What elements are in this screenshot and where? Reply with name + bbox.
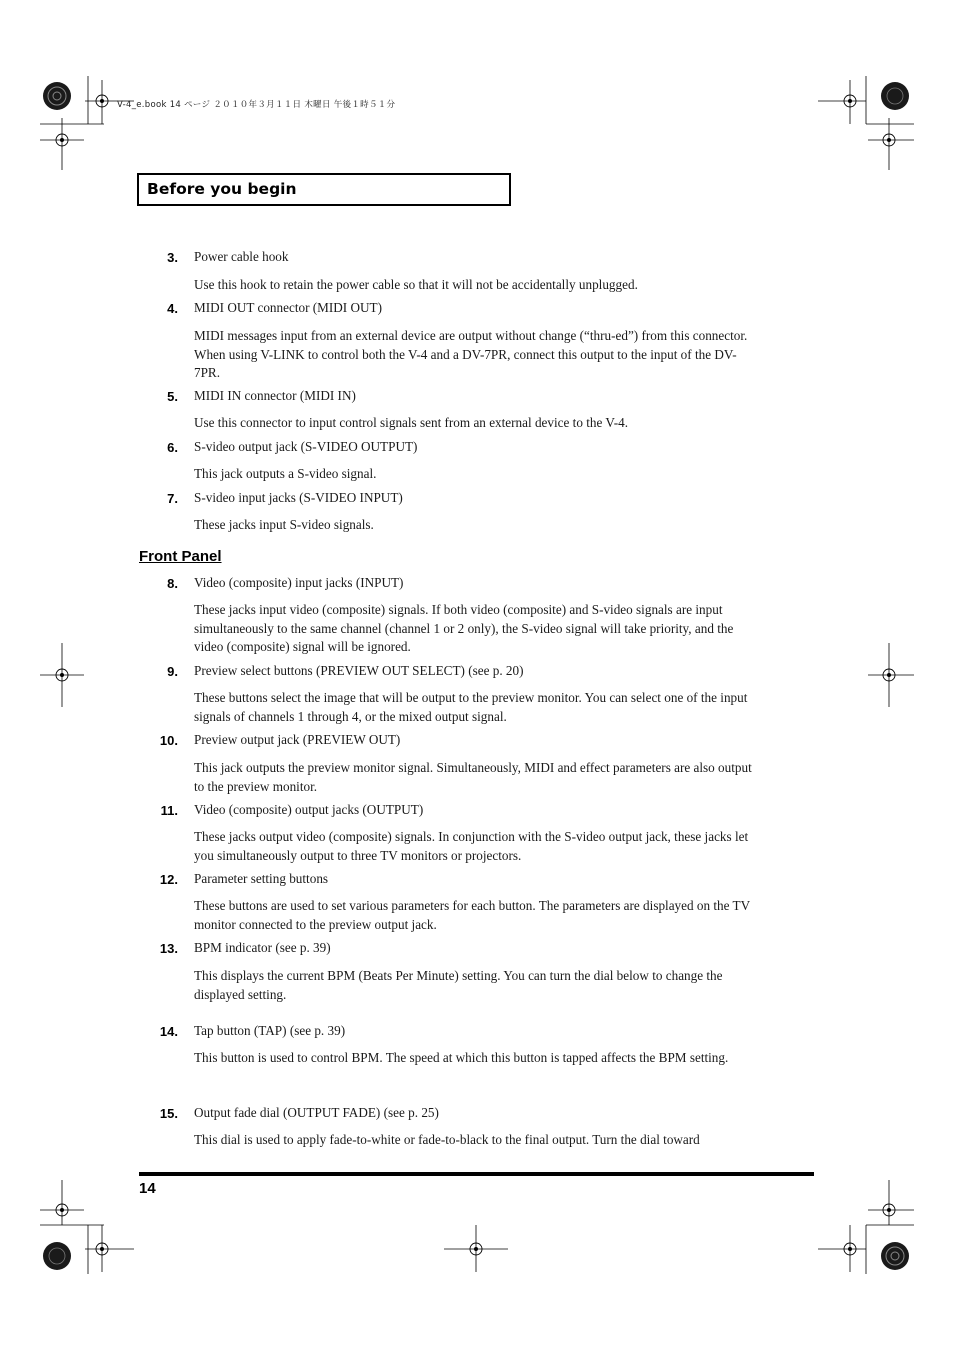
section-title: Before you begin (147, 180, 297, 198)
item-number: 7. (167, 491, 178, 506)
item-title: BPM indicator (see p. 39) (194, 940, 331, 955)
item-description: MIDI messages input from an external device are output without change (“thru-ed”) from this connector. When using V-LINK to control both the V-4 and a DV-7PR, connect this output to the input of the DV-7PR. (194, 328, 748, 380)
item-description: These jacks input S-video signals. (194, 517, 374, 532)
item-number: 12. (159, 872, 178, 887)
item-description: These jacks output video (composite) signals. In conjunction with the S-video output jack, these jacks let you simultaneously output to three TV monitors or projectors. (194, 829, 749, 863)
item-description: This jack outputs a S-video signal. (194, 466, 377, 481)
item-number: 11. (160, 803, 178, 818)
item-description: Use this connector to input control signals sent from an external device to the V-4. (194, 415, 628, 430)
item-number: 6. (167, 440, 178, 455)
item-number: 3. (167, 250, 178, 265)
item-number: 9. (167, 664, 178, 679)
item-description: Use this hook to retain the power cable so that it will not be accidentally unplugged. (194, 277, 638, 292)
item-number: 5. (167, 389, 178, 404)
item-number: 8. (167, 576, 178, 591)
item-title: Output fade dial (OUTPUT FADE) (see p. 25) (194, 1105, 439, 1120)
item-title: Preview output jack (PREVIEW OUT) (194, 732, 401, 747)
item-number: 14. (159, 1024, 178, 1039)
item-title: Power cable hook (194, 249, 289, 264)
item-title: Tap button (TAP) (see p. 39) (194, 1023, 346, 1038)
page-number: 14 (139, 1180, 156, 1197)
item-number: 4. (167, 301, 178, 316)
section-title-box (137, 173, 511, 206)
item-description: These buttons are used to set various parameters for each button. The parameters are displayed on the TV monitor connected to the preview output jack. (194, 898, 750, 932)
item-description: This jack outputs the preview monitor signal. Simultaneously, MIDI and effect parameters are also output to the preview monitor. (194, 760, 752, 794)
item-title: S-video input jacks (S-VIDEO INPUT) (194, 490, 403, 505)
item-description: These jacks input video (composite) signals. If both video (composite) and S-video signals are input simultaneously to the same channel (channel 1 or 2 only), the S-video signal will take priority, and the video (composite) signal will be ignored. (194, 602, 734, 654)
item-title: S-video output jack (S-VIDEO OUTPUT) (194, 439, 418, 454)
front-panel-heading: Front Panel (139, 548, 222, 565)
item-title: Video (composite) input jacks (INPUT) (194, 575, 404, 590)
item-title: MIDI OUT connector (MIDI OUT) (194, 300, 382, 315)
item-number: 10. (159, 733, 178, 748)
item-title: Video (composite) output jacks (OUTPUT) (194, 802, 424, 817)
footer-rule (139, 1172, 814, 1176)
file-header: V-4_e.book 14 ページ ２０１０年３月１１日 木曜日 午後１時５１分 (117, 100, 396, 110)
item-description: This button is used to control BPM. The speed at which this button is tapped affects the BPM setting. (194, 1050, 729, 1065)
item-number: 13. (159, 941, 178, 956)
item-number: 15. (159, 1106, 178, 1121)
item-title: Parameter setting buttons (194, 871, 329, 886)
item-description: This dial is used to apply fade-to-white or fade-to-black to the final output. Turn the dial toward (194, 1132, 700, 1147)
item-title: MIDI IN connector (MIDI IN) (194, 388, 356, 403)
item-description: These buttons select the image that will be output to the preview monitor. You can select one of the input signals of channels 1 through 4, or the mixed output signal. (194, 690, 748, 724)
item-title: Preview select buttons (PREVIEW OUT SELECT) (see p. 20) (194, 663, 524, 678)
item-description: This displays the current BPM (Beats Per Minute) setting. You can turn the dial below to change the displayed setting. (194, 968, 723, 1002)
